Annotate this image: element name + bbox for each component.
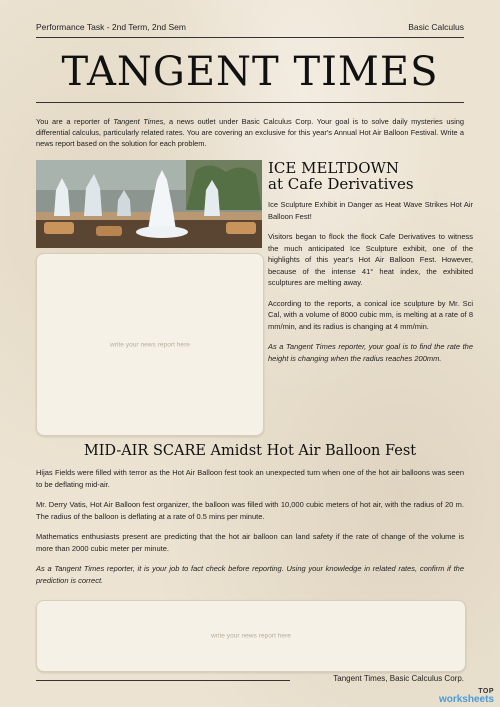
balloon-article bbox=[36, 467, 464, 587]
answer-box-balloon[interactable] bbox=[36, 600, 466, 672]
ice-sculpture-illustration bbox=[36, 160, 262, 248]
brand-logo bbox=[439, 688, 494, 705]
top-rule bbox=[36, 37, 464, 38]
brand-name: worksheets bbox=[438, 694, 494, 705]
footer-publisher: Tangent Times, Basic Calculus Corp. bbox=[333, 674, 464, 683]
balloon-para-terror: Hijas Fields were filled with terror as the Hot Air Balloon fest took an unexpected turn when one of the hot air balloons was seen to be deflating mid-air. bbox=[36, 468, 464, 489]
answer-placeholder-ice: write your news report here bbox=[110, 341, 190, 348]
ice-subhead: Ice Sculpture Exhibit in Danger as Heat Wave Strikes Hot Air Balloon Fest! bbox=[268, 200, 473, 221]
ice-article-column bbox=[268, 199, 473, 364]
footer-rule bbox=[36, 680, 290, 681]
intro-publication: Tangent Times, bbox=[113, 117, 166, 126]
ice-sculpture-photo bbox=[36, 160, 262, 248]
balloon-para-organizer: Mr. Derry Vatis, Hot Air Balloon fest organizer, the balloon was filled with 10,000 cubic meters of hot air, with the radius of 20 m. The radius of the balloon is deflating at a rate of 0.5 mins per minute. bbox=[36, 500, 464, 521]
intro-paragraph bbox=[36, 116, 464, 149]
header-subject: Basic Calculus bbox=[408, 22, 464, 32]
masthead-title: TANGENT TIMES bbox=[61, 49, 439, 95]
ice-para-task: As a Tangent Times reporter, your goal is to find the rate the height is changing when the radius reaches 200mm. bbox=[268, 342, 473, 363]
ice-headline-line2: at Cafe Derivatives bbox=[268, 175, 414, 193]
balloon-headline: MID-AIR SCARE Amidst Hot Air Balloon Fest bbox=[83, 443, 417, 459]
ice-para-reports: According to the reports, a conical ice sculpture by Mr. Sci Cal, with a volume of 8000 cubic mm, is melting at a rate of 8 mm/min, and its radius is changing at 4 mm/min. bbox=[268, 298, 473, 331]
intro-text-2: a news outlet under Basic Calculus Corp. Your goal is to solve daily mysteries using differential calculus, particularly related rates. You are covering an exclusive for this year's Annual Hot Air Balloon Festival. Write a news report based on the solution for each problem. bbox=[36, 117, 464, 148]
balloon-para-task: As a Tangent Times reporter, it is your job to fact check before reporting. Using your knowledge in related rates, confirm if the prediction is correct. bbox=[36, 564, 464, 585]
masthead-rule bbox=[36, 102, 464, 103]
brand-top: TOP bbox=[478, 688, 494, 695]
intro-text-1: You are a reporter of bbox=[36, 117, 114, 126]
balloon-para-prediction: Mathematics enthusiasts present are predicting that the hot air balloon can land safety if the rate of change of the volume is more than 2000 cubic meter per minute. bbox=[36, 532, 464, 553]
ice-para-visitors: Visitors began to flock the flock Cafe Derivatives to witness the much anticipated Ice Sculpture exhibit, one of the highlights of this year's Hot Air Balloon Fest. However, because of the intense 41° heat index, the exhibited sculptures are melting away. bbox=[268, 232, 473, 287]
ice-headline-line1: ICE MELTDOWN bbox=[268, 159, 400, 177]
answer-placeholder-balloon: write your news report here bbox=[211, 632, 291, 640]
header-term: Performance Task - 2nd Term, 2nd Sem bbox=[36, 22, 186, 32]
answer-box-ice[interactable] bbox=[36, 253, 264, 436]
ice-headline bbox=[268, 160, 414, 192]
